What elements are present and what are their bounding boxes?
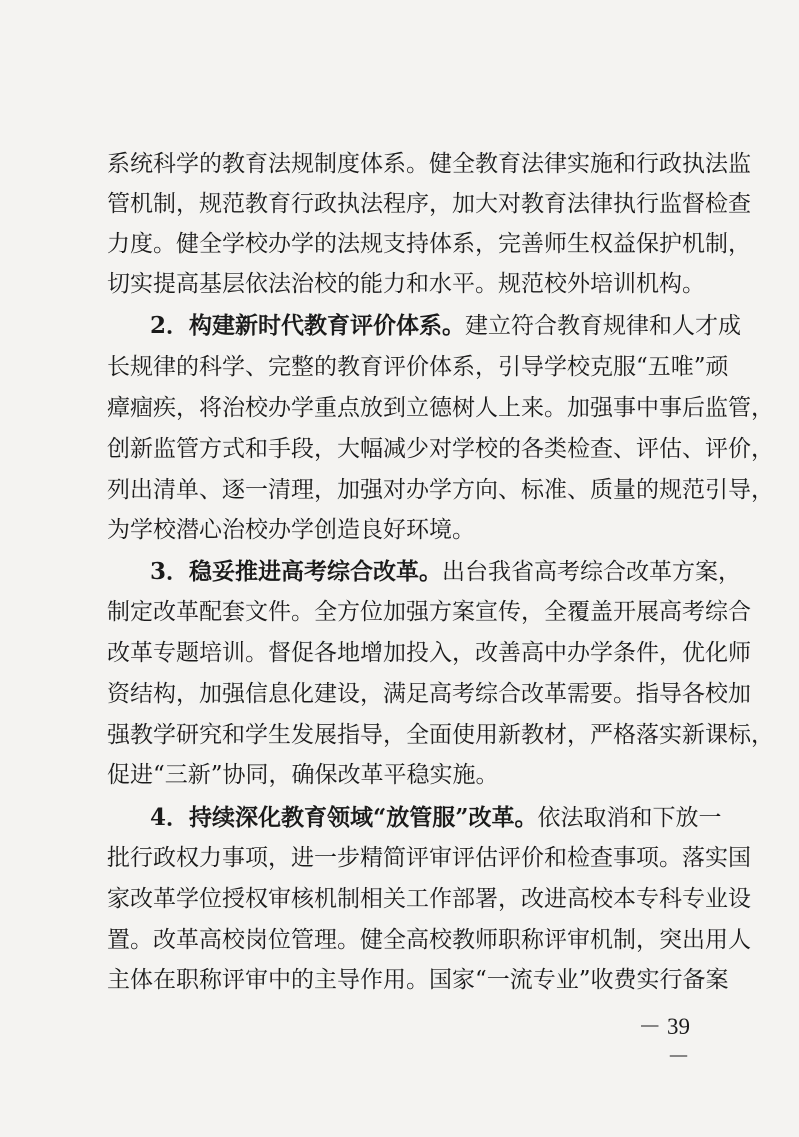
section-3-heading: 3．稳妥推进高考综合改革。 bbox=[150, 558, 443, 585]
paragraph-4-line-4: 置。改革高校岗位管理。健全高校教师职称评审机制，突出用人 bbox=[107, 927, 751, 953]
paragraph-1-line-1: 系统科学的教育法规制度体系。健全教育法律实施和行政执法监 bbox=[107, 151, 751, 177]
section-2-heading: 2．构建新时代教育评价体系。 bbox=[150, 312, 466, 339]
paragraph-2-line-2: 长规律的科学、完整的教育评价体系，引导学校克服“五唯”顽 bbox=[107, 354, 729, 380]
paragraph-1-line-4: 切实提高基层依法治校的能力和水平。规范校外培训机构。 bbox=[107, 271, 705, 297]
paragraph-4-line-2: 批行政权力事项，进一步精简评审评估评价和检查事项。落实国 bbox=[107, 845, 751, 871]
paragraph-3-line-4: 资结构，加强信息化建设，满足高考综合改革需要。指导各校加 bbox=[107, 681, 751, 707]
paragraph-2-line-5: 列出清单、逐一清理，加强对办学方向、标准、质量的规范引导， bbox=[107, 477, 774, 503]
paragraph-2-line-3: 瘴痼疾，将治校办学重点放到立德树人上来。加强事中事后监管， bbox=[107, 395, 774, 421]
paragraph-4-line-5: 主体在职称评审中的主导作用。国家“一流专业”收费实行备案 bbox=[107, 967, 729, 993]
paragraph-3-first-line-text: 出台我省高考综合改革方案， bbox=[442, 559, 742, 585]
paragraph-4-line-3: 家改革学位授权审核机制相关工作部署，改进高校本专科专业设 bbox=[107, 886, 751, 912]
paragraph-4-first-line bbox=[150, 800, 722, 836]
page-number: － 39 － bbox=[638, 1014, 690, 1069]
paragraph-2-first-line bbox=[150, 308, 742, 344]
paragraph-2-line-4: 创新监管方式和手段，大幅减少对学校的各类检查、评估、评价， bbox=[107, 436, 774, 462]
section-4-heading: 4．持续深化教育领域“放管服”改革。 bbox=[150, 804, 538, 831]
paragraph-3-first-line bbox=[150, 554, 742, 590]
paragraph-1-line-3: 力度。健全学校办学的法规支持体系，完善师生权益保护机制， bbox=[107, 231, 751, 257]
paragraph-3-line-3: 改革专题培训。督促各地增加投入，改善高中办学条件，优化师 bbox=[107, 640, 751, 666]
paragraph-3-line-5: 强教学研究和学生发展指导，全面使用新教材，严格落实新课标， bbox=[107, 722, 774, 748]
paragraph-3-line-6: 促进“三新”协同，确保改革平稳实施。 bbox=[107, 762, 499, 788]
paragraph-3-line-2: 制定改革配套文件。全方位加强方案宣传，全覆盖开展高考综合 bbox=[107, 599, 751, 625]
paragraph-2-first-line-text: 建立符合教育规律和人才成 bbox=[465, 313, 742, 339]
paragraph-1-line-2: 管机制，规范教育行政执法程序，加大对教育法律执行监督检查 bbox=[107, 191, 751, 217]
paragraph-4-first-line-text: 依法取消和下放一 bbox=[537, 805, 722, 831]
paragraph-2-line-6: 为学校潜心治校办学创造良好环境。 bbox=[107, 517, 475, 543]
